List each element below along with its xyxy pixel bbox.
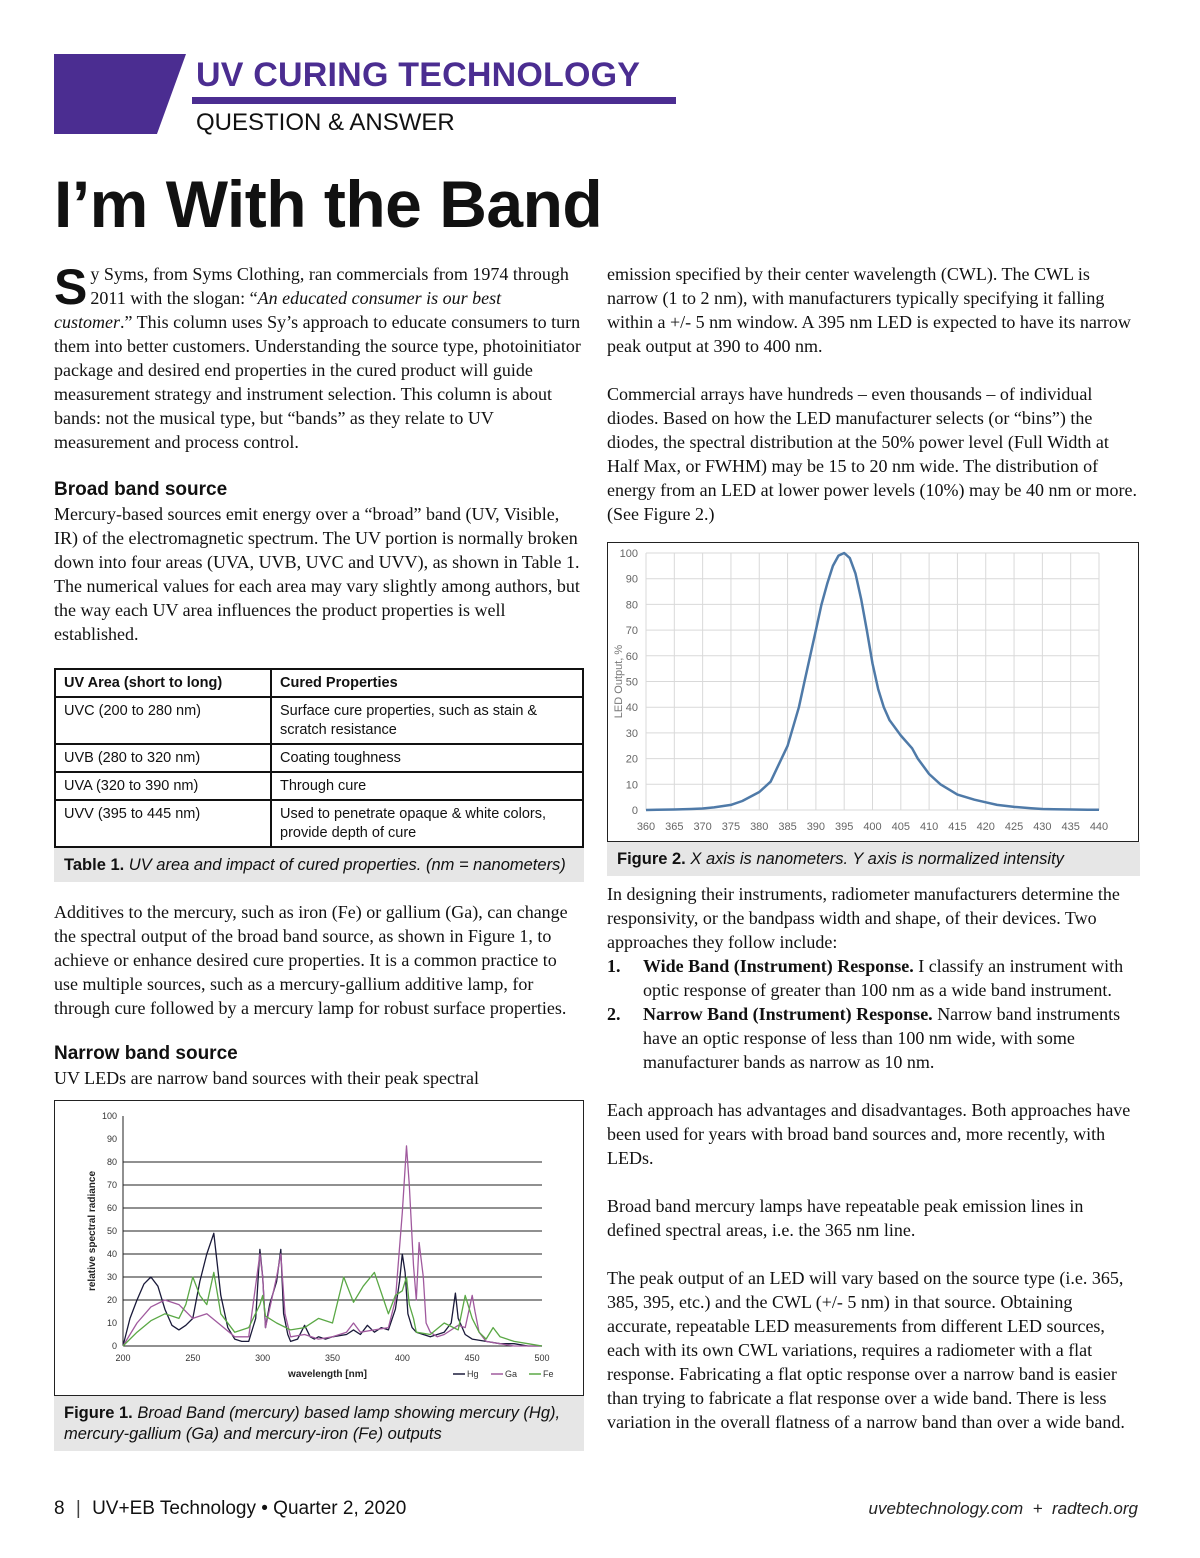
table-cell: UVC (200 to 280 nm) xyxy=(55,697,271,744)
y-tick-label: 100 xyxy=(101,1111,117,1121)
series-line-ga xyxy=(123,1146,542,1346)
footer-publication xyxy=(54,1498,406,1520)
uv-area-table xyxy=(54,668,584,848)
page-number: 8 xyxy=(54,1498,65,1519)
y-tick-label: 100 xyxy=(619,548,638,560)
x-tick-label: 405 xyxy=(891,821,910,833)
y-tick-label: 0 xyxy=(111,1341,117,1351)
list-item-text: I classify an instrument with optic response of greater than 100 nm as a wide band instrument. xyxy=(643,956,1124,1000)
section-subtitle: QUESTION & ANSWER xyxy=(196,109,455,136)
figure-2-chart xyxy=(608,543,1138,841)
table-cell: UVB (280 to 320 nm) xyxy=(55,744,271,772)
x-tick-label: 360 xyxy=(636,821,656,833)
figure-1-caption-text: Broad Band (mercury) based lamp showing mercury (Hg), mercury-gallium (Ga) and mercury-iron (Fe) outputs xyxy=(64,1404,561,1443)
table-row xyxy=(55,744,583,772)
list-item-title: Wide Band (Instrument) Response. xyxy=(643,956,914,976)
intro-quote: An educated consumer is our best customer xyxy=(54,288,502,332)
x-tick-label: 395 xyxy=(835,821,854,833)
table-row xyxy=(55,800,583,847)
x-tick-label: 415 xyxy=(948,821,967,833)
figure-1-caption xyxy=(54,1396,584,1451)
figure-1-chart xyxy=(55,1101,583,1395)
list-item xyxy=(607,954,1140,1002)
y-axis-label: relative spectral radiance xyxy=(87,1170,98,1292)
y-tick-label: 70 xyxy=(625,625,638,638)
instruments-paragraph: In designing their instruments, radiometer manufacturers determine the responsivity, or the bandpass width and shape, of their devices. Two approaches they follow include: xyxy=(607,884,1120,952)
y-tick-label: 80 xyxy=(625,599,638,612)
figure-2-caption-text: X axis is nanometers. Y axis is normalized intensity xyxy=(685,850,1064,868)
y-axis-label: LED Output, % xyxy=(613,644,625,719)
broad-band-paragraph: Mercury-based sources emit energy over a “broad” band (UV, Visible, IR) of the electromagnetic spectrum. The UV portion is normally broken down into four areas (UVA, UVB, UVC and UVV), as shown in Table 1. The numerical values for each area may vary slightly among authors, but the way each UV area influences the product properties is well established. xyxy=(54,504,580,644)
y-tick-label: 80 xyxy=(106,1157,117,1167)
x-tick-label: 420 xyxy=(976,821,995,833)
x-tick-label: 250 xyxy=(185,1353,201,1363)
intro-paragraph xyxy=(54,259,584,454)
cwl-paragraph: emission specified by their center wavelength (CWL). The CWL is narrow (1 to 2 nm), with manufacturers typically specifying it falling within a +/- 5 nm window. A 395 nm LED is expected to have its narrow peak output at 390 to 400 nm. xyxy=(607,264,1131,356)
section-title: UV CURING TECHNOLOGY xyxy=(196,56,641,94)
x-tick-label: 300 xyxy=(255,1353,271,1363)
right-column xyxy=(607,262,1140,1434)
x-tick-label: 440 xyxy=(1089,821,1109,833)
x-tick-label: 410 xyxy=(919,821,939,833)
table-header-uv-area: UV Area (short to long) xyxy=(55,669,271,697)
list-number: 2. xyxy=(607,1004,621,1024)
header-accent-block xyxy=(54,54,186,134)
list-item xyxy=(607,1002,1140,1074)
mercury-lines-paragraph: Broad band mercury lamps have repeatable peak emission lines in defined spectral areas, i.e. the 365 nm line. xyxy=(607,1196,1084,1240)
list-item-title: Narrow Band (Instrument) Response. xyxy=(643,1004,933,1024)
narrow-band-heading: Narrow band source xyxy=(54,1043,238,1064)
y-tick-label: 30 xyxy=(106,1272,117,1282)
x-tick-label: 385 xyxy=(778,821,797,833)
y-tick-label: 20 xyxy=(106,1295,117,1305)
y-tick-label: 20 xyxy=(625,753,638,766)
table-1-caption xyxy=(54,848,584,882)
table-cell: Through cure xyxy=(271,772,583,800)
x-tick-label: 430 xyxy=(1033,821,1052,833)
x-tick-label: 400 xyxy=(863,821,882,833)
list-number: 1. xyxy=(607,956,621,976)
x-tick-label: 375 xyxy=(721,821,741,833)
approaches-list xyxy=(607,954,1140,1074)
table-cell: Surface cure properties, such as stain & scratch resistance xyxy=(271,697,583,744)
y-tick-label: 90 xyxy=(106,1134,117,1144)
table-caption-label: Table 1. xyxy=(64,856,125,874)
x-tick-label: 370 xyxy=(693,821,712,833)
y-tick-label: 70 xyxy=(106,1180,117,1190)
x-tick-label: 425 xyxy=(1004,821,1024,833)
table-cell: Coating toughness xyxy=(271,744,583,772)
x-tick-label: 500 xyxy=(534,1353,550,1363)
y-tick-label: 90 xyxy=(625,573,638,586)
list-item-text: Narrow band instruments have an optic response of less than 100 nm wide, with some manufacturer bands as narrow as 10 nm. xyxy=(643,1004,1121,1072)
footer-websites: uvebtechnology.com + radtech.org xyxy=(868,1499,1138,1518)
y-tick-label: 30 xyxy=(625,727,638,740)
table-header-row xyxy=(55,669,583,697)
x-tick-label: 200 xyxy=(115,1353,131,1363)
figure-1 xyxy=(54,1100,584,1396)
intro-text-a: y Syms, from Syms Clothing, ran commercials from 1974 through 2011 with the slogan: “ xyxy=(90,264,569,308)
figure-2 xyxy=(607,542,1139,842)
table-cell: UVA (320 to 390 nm) xyxy=(55,772,271,800)
table-row xyxy=(55,772,583,800)
y-tick-label: 50 xyxy=(106,1226,117,1236)
x-tick-label: 400 xyxy=(394,1353,410,1363)
table-header-cured-properties: Cured Properties xyxy=(271,669,583,697)
x-tick-label: 350 xyxy=(324,1353,341,1363)
y-tick-label: 40 xyxy=(625,702,638,715)
figure-2-caption xyxy=(607,842,1140,876)
footer-separator: | xyxy=(75,1498,81,1519)
x-axis-label: wavelength [nm] xyxy=(288,1369,367,1380)
intro-text-b: .” This column uses Sy’s approach to educate consumers to turn them into better customers. Understanding the source type, photoinitiator package and desired end properties in the cured product will guide measurement strategy and instrument selection. This column is about bands: not the musical type, but “bands” as they relate to UV measurement and process control. xyxy=(54,312,581,452)
series-line-fe xyxy=(123,1272,542,1346)
broad-band-heading: Broad band source xyxy=(54,479,228,500)
series-line-hg xyxy=(123,1233,542,1346)
x-tick-label: 435 xyxy=(1061,821,1080,833)
x-tick-label: 365 xyxy=(665,821,684,833)
drop-cap: S xyxy=(54,259,88,315)
legend-label-ga: Ga xyxy=(505,1369,518,1379)
led-output-paragraph: The peak output of an LED will vary based on the source type (i.e. 365, 385, 395, etc.) and the CWL (+/- 5 nm) in that source. Obtaining accurate, repeatable LED measurements from different LED sources, each with its own CWL variations, requires a radiometer with a flat response. Fabricating a flat optic response over a narrow band is easier than trying to fabricate a flat response over a wide band. There is less variation in the overall flatness of a narrow band than over a wide band. xyxy=(607,1268,1125,1432)
approaches-paragraph: Each approach has advantages and disadvantages. Both approaches have been used for years with broad band sources and, more recently, with LEDs. xyxy=(607,1100,1131,1168)
figure-1-caption-label: Figure 1. xyxy=(64,1404,133,1422)
table-cell: Used to penetrate opaque & white colors, provide depth of cure xyxy=(271,800,583,847)
table-1 xyxy=(54,668,584,882)
publication-name: UV+EB Technology • Quarter 2, 2020 xyxy=(92,1498,407,1519)
x-tick-label: 380 xyxy=(750,821,769,833)
legend-label-fe: Fe xyxy=(543,1369,554,1379)
y-tick-label: 10 xyxy=(625,779,638,792)
table-caption-text: UV area and impact of cured properties. (nm = nanometers) xyxy=(124,856,566,874)
table-cell: UVV (395 to 445 nm) xyxy=(55,800,271,847)
y-tick-label: 60 xyxy=(625,650,638,663)
article-title: I’m With the Band xyxy=(54,167,603,241)
y-tick-label: 10 xyxy=(106,1318,117,1328)
narrow-band-paragraph: UV LEDs are narrow band sources with their peak spectral xyxy=(54,1068,480,1088)
figure-2-caption-label: Figure 2. xyxy=(617,850,686,868)
y-tick-label: 40 xyxy=(106,1249,117,1259)
x-tick-label: 390 xyxy=(806,821,826,833)
y-tick-label: 0 xyxy=(631,805,638,817)
y-tick-label: 60 xyxy=(106,1203,117,1213)
header-rule xyxy=(192,97,676,104)
table-row xyxy=(55,697,583,744)
left-column xyxy=(54,259,584,1451)
y-tick-label: 50 xyxy=(625,676,638,689)
arrays-paragraph: Commercial arrays have hundreds – even thousands – of individual diodes. Based on how the LED manufacturer selects (or “bins”) the diodes, the spectral distribution at the 50% power level (Full Width at Half Max, or FWHM) may be 15 to 20 nm wide. The distribution of energy from an LED at lower power levels (10%) may be 40 nm or more. (See Figure 2.) xyxy=(607,384,1137,524)
x-tick-label: 450 xyxy=(464,1353,480,1363)
additives-paragraph: Additives to the mercury, such as iron (Fe) or gallium (Ga), can change the spectral output of the broad band source, as shown in Figure 1, to achieve or enhance desired cure properties. It is a common practice to use multiple sources, such as a mercury-gallium additive lamp, for through cure followed by a mercury lamp for robust surface properties. xyxy=(54,902,568,1018)
legend-label-hg: Hg xyxy=(467,1369,479,1379)
